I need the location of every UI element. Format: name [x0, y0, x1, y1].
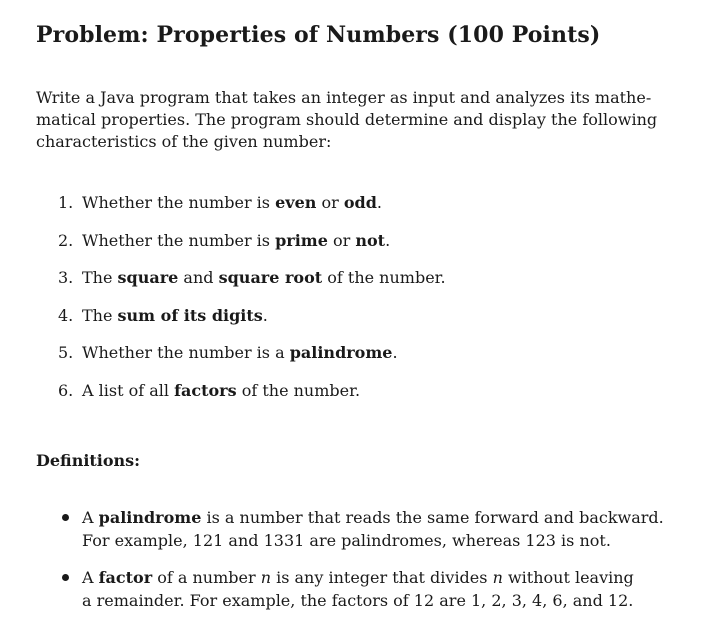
definition-line	[82, 506, 662, 529]
item-bold-term: not	[355, 230, 386, 250]
intro-line: Write a Java program that takes an integer as input and analyzes its mathe-	[36, 88, 652, 107]
item-text: of the number.	[322, 268, 446, 288]
definition-line: For example, 121 and 1331 are palindromes, whereas 123 is not.	[82, 531, 611, 550]
item-text: .	[392, 343, 398, 363]
list-item	[62, 566, 662, 612]
item-text: Whether the number is	[82, 230, 276, 250]
item-text: or	[327, 230, 356, 250]
item-bold-term: even	[275, 193, 317, 212]
definition-term: palindrome	[98, 508, 202, 527]
list-item	[62, 506, 662, 552]
item-text: and	[178, 268, 219, 288]
definition-term: factor	[98, 568, 153, 587]
item-number: 6.	[58, 380, 74, 400]
list-item	[58, 192, 446, 230]
item-bold-term: prime	[275, 230, 328, 250]
definition-text: is any integer that divides	[271, 568, 493, 587]
list-item	[58, 230, 446, 268]
item-text: A list of all	[82, 380, 175, 400]
item-number: 3.	[58, 268, 74, 288]
definition-text: A	[82, 568, 99, 587]
item-text: of the number.	[236, 380, 361, 400]
item-number: 1.	[58, 193, 74, 212]
definition-line: a remainder. For example, the factors of 12 are 1, 2, 3, 4, 6, and 12.	[82, 591, 634, 610]
item-text: .	[376, 193, 382, 212]
bullet-icon	[62, 514, 69, 521]
item-text: .	[262, 305, 268, 325]
definition-text: without leaving	[502, 568, 634, 587]
item-text: The	[82, 268, 118, 288]
math-variable: n	[492, 568, 503, 587]
problem-title: Problem: Properties of Numbers (100 Points)	[36, 22, 601, 48]
math-variable: n	[260, 568, 272, 587]
definitions-heading: Definitions:	[36, 451, 141, 470]
list-item	[58, 267, 446, 305]
list-item	[58, 342, 446, 380]
bullet-icon	[62, 574, 69, 581]
item-text: The	[82, 305, 118, 325]
intro-line: matical properties. The program should determine and display the following	[36, 110, 658, 129]
item-text: Whether the number is a	[82, 343, 290, 363]
list-item	[58, 305, 446, 343]
item-number: 2.	[58, 230, 74, 250]
definitions-list	[62, 506, 662, 626]
definition-text: is a number that reads the same forward and backward.	[201, 508, 664, 527]
definition-text: A	[82, 508, 99, 527]
item-bold-term: square	[117, 268, 179, 288]
definition-text: of a number	[152, 568, 261, 587]
list-item	[58, 380, 446, 418]
item-text: or	[316, 193, 344, 212]
properties-list	[58, 192, 446, 418]
item-number: 5.	[58, 343, 74, 363]
item-bold-term: square root	[218, 268, 323, 288]
intro-line: characteristics of the given number:	[36, 132, 332, 151]
item-text: Whether the number is	[82, 193, 276, 212]
item-text: .	[385, 230, 391, 250]
intro-paragraph	[36, 87, 658, 153]
item-bold-term: factors	[174, 380, 237, 400]
item-bold-term: palindrome	[289, 343, 393, 363]
item-bold-term: odd	[343, 193, 377, 212]
definition-line	[82, 566, 662, 589]
item-number: 4.	[58, 305, 74, 325]
item-bold-term: sum of its digits	[117, 305, 263, 325]
